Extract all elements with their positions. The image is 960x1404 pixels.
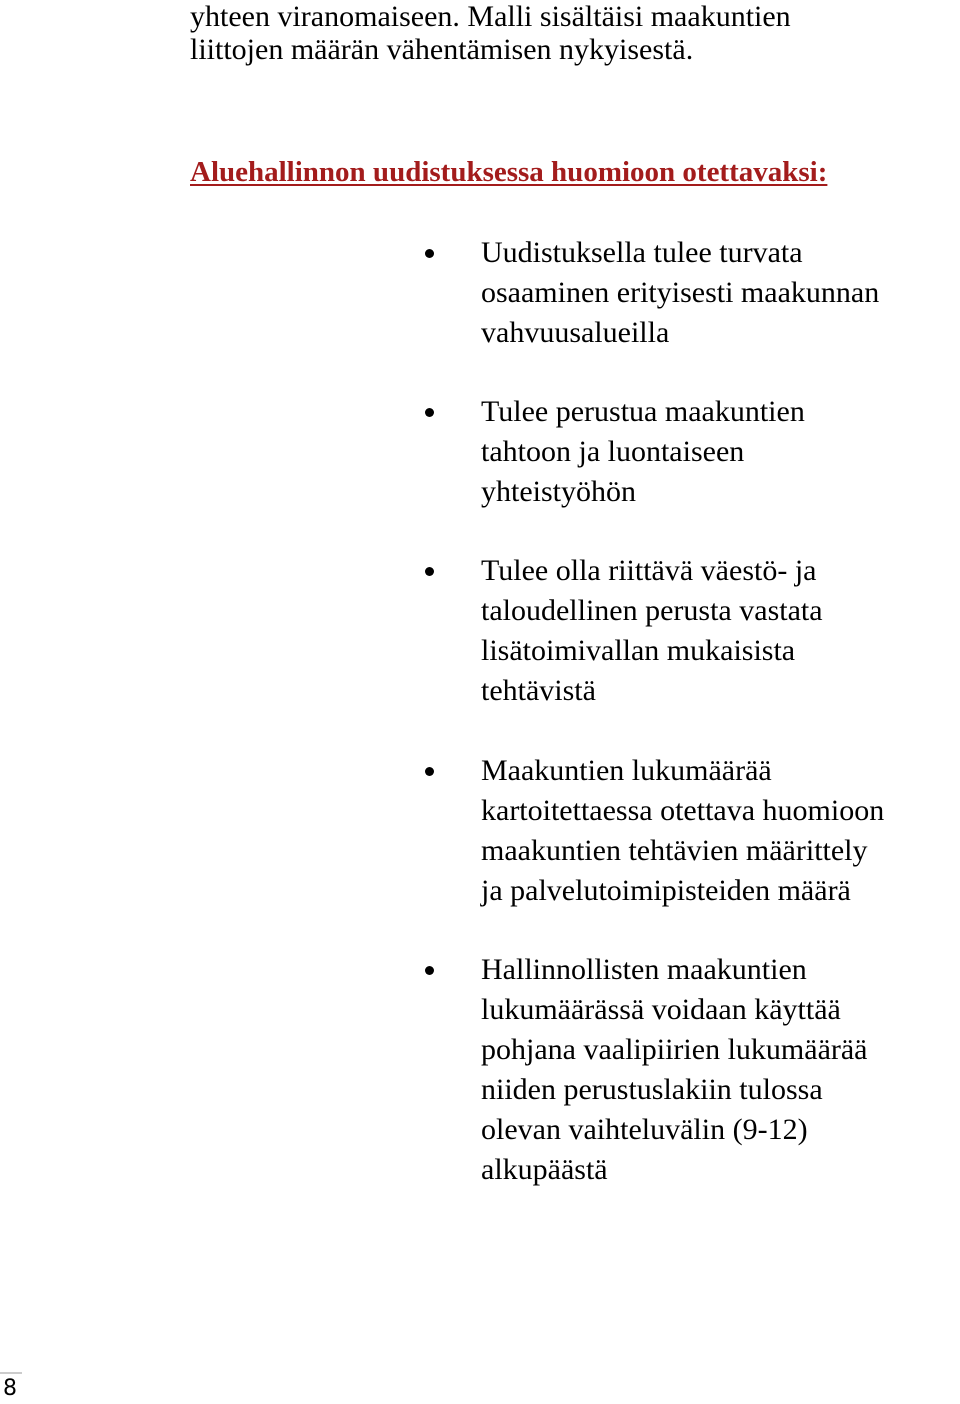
bullet-icon bbox=[425, 249, 434, 258]
bullet-icon bbox=[425, 767, 434, 776]
bullet-text: Uudistuksella tulee turvata osaaminen erityisesti maakunnan vahvuusalueilla bbox=[481, 236, 880, 349]
section-heading: Aluehallinnon uudistuksessa huomioon otettavaksi: bbox=[190, 156, 828, 188]
page-number: 8 bbox=[0, 1372, 22, 1403]
intro-line: liittojen määrän vähentämisen nykyisestä. bbox=[190, 33, 694, 66]
bullet-text: Tulee olla riittävä väestö- ja taloudellinen perusta vastata lisätoimivallan mukaisista tehtävistä bbox=[481, 554, 823, 707]
bullet-icon bbox=[425, 408, 434, 417]
bullet-text: Tulee perustua maakuntien tahtoon ja luontaiseen yhteistyöhön bbox=[481, 395, 805, 508]
bullet-icon bbox=[425, 966, 434, 975]
intro-paragraph bbox=[190, 0, 910, 66]
intro-line: yhteen viranomaiseen. Malli sisältäisi maakuntien bbox=[190, 0, 791, 33]
bullet-text: Maakuntien lukumäärää kartoitettaessa otettava huomioon maakuntien tehtävien määrittely ja palvelutoimipisteiden määrä bbox=[481, 754, 885, 907]
bullet-icon bbox=[425, 567, 434, 576]
bullet-text: Hallinnollisten maakuntien lukumäärässä voidaan käyttää pohjana vaalipiirien lukumäärää niiden perustuslakiin tulossa olevan vaihteluvälin (9-12) alkupäästä bbox=[481, 953, 868, 1186]
